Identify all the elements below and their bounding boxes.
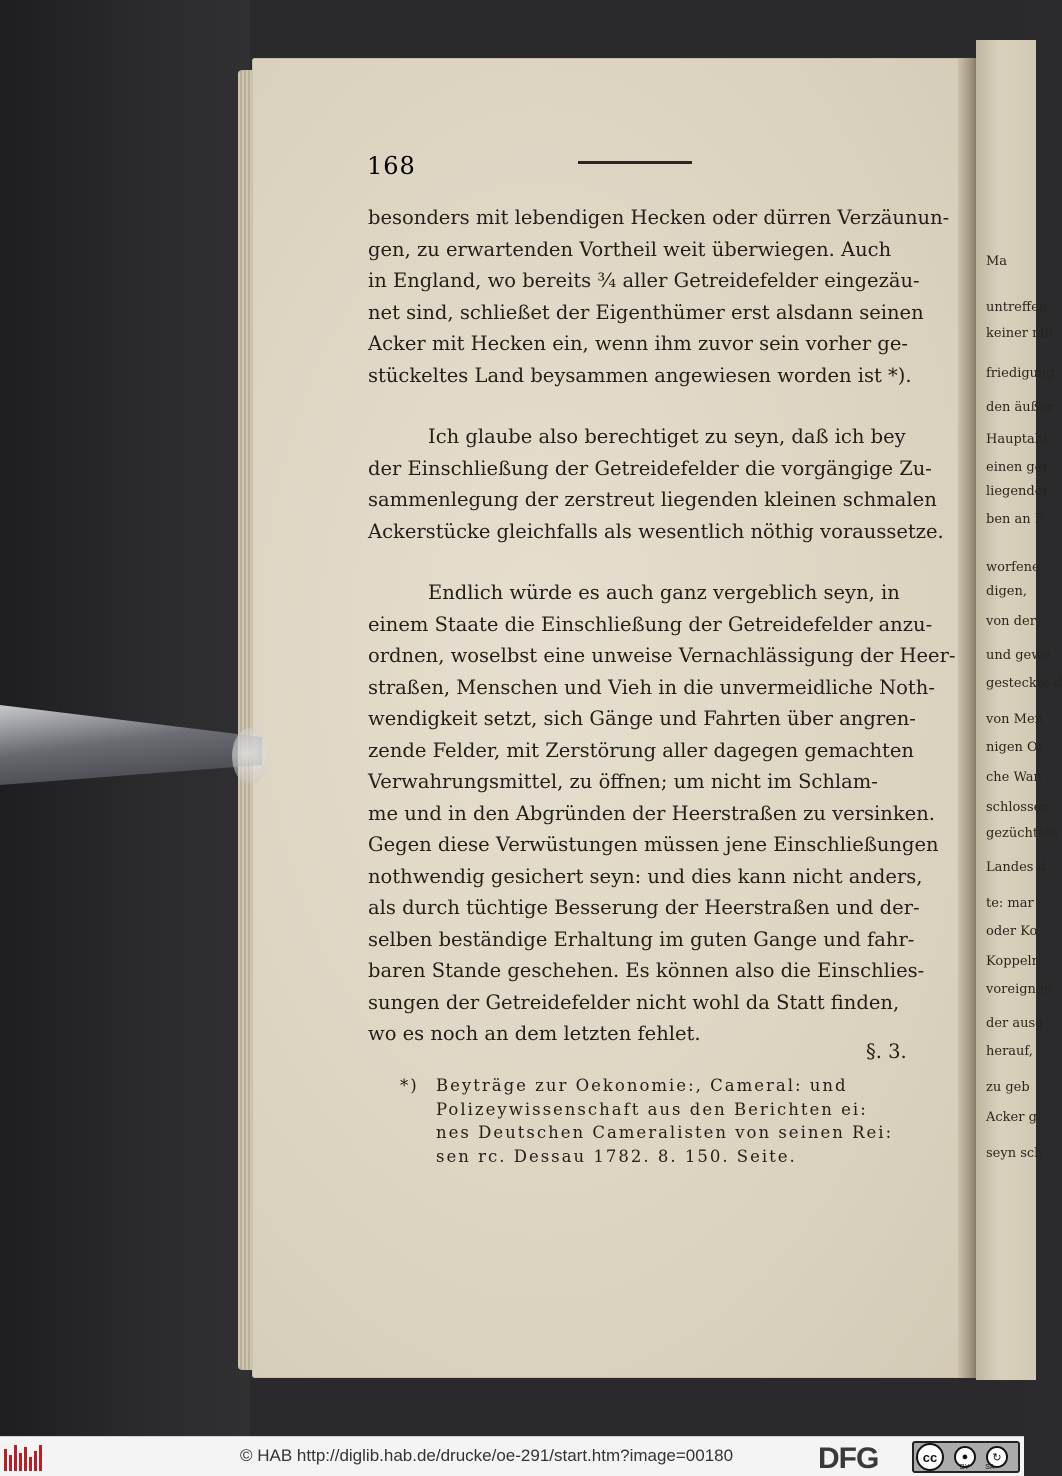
next-page-fragment: te: mar (986, 896, 1034, 911)
next-page-fragment: untreffen, (986, 300, 1052, 315)
cc-icon: cc (916, 1443, 944, 1471)
text-line: Gegen diese Verwüstungen müssen jene Einschließungen (368, 833, 939, 856)
text-line: Endlich würde es auch ganz vergeblich seyn, in (428, 581, 900, 604)
text-line: der Einschließung der Getreidefelder die vorgängige Zu- (368, 456, 932, 480)
text-line: Verwahrungsmittel, zu öffnen; um nicht im Schlam- (368, 770, 878, 793)
next-page-fragment: ben an F (986, 512, 1044, 527)
paragraph (368, 577, 956, 1050)
text-line: besonders mit lebendigen Hecken oder dürren Verzäunun- (368, 206, 950, 229)
text-line: sammenlegung der zerstreut liegenden kleinen schmalen (368, 488, 937, 511)
text-line: baren Stande geschehen. Es können also die Einschlies- (368, 959, 925, 982)
footnote (400, 1074, 916, 1168)
next-page-fragment: gesteckte d (986, 676, 1062, 691)
share-alike-icon: ↻ (986, 1446, 1008, 1468)
text-line: selben beständige Erhaltung im guten Gange und fahr- (368, 927, 915, 951)
next-page-fragment: nigen Or (986, 740, 1044, 755)
text-line: Acker mit Hecken ein, wenn ihm zuvor sein vorher ge- (368, 332, 908, 355)
footnote-line: Polizeywissenschaft aus den Berichten ei: (436, 1099, 868, 1119)
header-rule (578, 161, 692, 164)
footnote-marker: *) (400, 1076, 419, 1095)
text-line: straßen, Menschen und Vieh in die unvermeidliche Noth- (368, 675, 935, 699)
text-line: in England, wo bereits ¾ aller Getreidefelder eingezäu- (368, 269, 920, 292)
next-page-fragment: Acker g (986, 1110, 1037, 1125)
text-line: Ackerstücke gleichfalls als wesentlich nöthig voraussetze. (368, 519, 944, 543)
text-line: als durch tüchtige Besserung der Heerstraßen und der- (368, 896, 920, 919)
by-person-icon: ● (954, 1446, 976, 1468)
next-page-fragment: oder Ko (986, 924, 1038, 939)
paragraph (368, 421, 944, 547)
text-line: sungen der Getreidefelder nicht wohl da Statt finden, (368, 990, 900, 1014)
next-page-fragment: gezüchtete (986, 826, 1059, 841)
next-page-fragment: Koppeln (986, 954, 1041, 969)
footnote-line: Beyträge zur Oekonomie:, Cameral: und (436, 1076, 848, 1095)
next-page-fragment: zu geb (986, 1080, 1030, 1095)
next-page-fragment: voreignen (986, 982, 1052, 997)
text-line: zende Felder, mit Zerstörung aller dagegen gemachten (368, 738, 914, 762)
next-page-fragment: von der (986, 614, 1036, 629)
hab-logo (4, 1443, 46, 1471)
next-page-fragment: digen, (986, 584, 1027, 599)
next-page-fragment: Hauptabt (986, 432, 1049, 447)
copyright-link[interactable]: © HAB http://diglib.hab.de/drucke/oe-291/start.htm?image=00180 (240, 1446, 734, 1465)
cc-license-labels: BY SA (960, 1464, 995, 1471)
paragraph (368, 202, 950, 391)
body-text (368, 202, 956, 1050)
footnote-line: nes Deutschen Cameralisten von seinen Rei: (436, 1123, 894, 1142)
next-page-fragment: worfene (986, 560, 1040, 575)
next-page-fragment: den äußer (986, 400, 1054, 415)
text-line: ordnen, woselbst eine unweise Vernachlässigung der Heer- (368, 644, 956, 667)
next-page-fragment: der ausg (986, 1016, 1044, 1031)
text-line: wo es noch an dem letzten fehlet. (368, 1022, 701, 1045)
text-line: net sind, schließet der Eigenthümer erst alsdann seinen (368, 300, 924, 324)
text-line: Ich glaube also berechtiget zu seyn, daß ich bey (428, 425, 906, 448)
dfg-logo: DFG (818, 1442, 879, 1475)
text-line: me und in den Abgründen der Heerstraßen zu versinken. (368, 801, 935, 825)
viewer-footer (0, 1436, 1024, 1476)
next-page-fragment: einen ger (986, 460, 1049, 475)
next-page-strip (976, 40, 1062, 1380)
text-line: wendigkeit setzt, sich Gänge und Fahrten über angren- (368, 707, 916, 730)
next-page-fragment: schlossen (986, 800, 1050, 815)
text-line: nothwendig gesichert seyn: und dies kann nicht anders, (368, 864, 923, 888)
page-number: 168 (367, 152, 416, 180)
plastic-clip-tip (232, 728, 268, 784)
next-page-fragment: und gewo (986, 648, 1051, 663)
next-page-fragment: liegender (986, 484, 1049, 499)
text-line: stückeltes Land beysammen angewiesen worden ist *). (368, 363, 912, 387)
next-page-fragment: Ma (986, 254, 1008, 269)
section-catchword: §. 3. (866, 1040, 907, 1063)
next-page-fragment: friedigung (986, 366, 1055, 381)
next-page-fragment: che Wan (986, 770, 1042, 785)
next-page-fragment: von Men (986, 712, 1044, 727)
text-line: gen, zu erwartenden Vortheil weit überwiegen. Auch (368, 237, 892, 261)
text-line: einem Staate die Einschließung der Getreidefelder anzu- (368, 612, 933, 636)
next-page-fragment: seyn sch (986, 1146, 1043, 1161)
next-page-fragment: herauf, (986, 1044, 1033, 1059)
next-page-fragment: keiner mit (986, 326, 1054, 341)
footnote-line: sen rc. Dessau 1782. 8. 150. Seite. (436, 1146, 797, 1166)
next-page-fragment: Landes d (986, 860, 1046, 875)
